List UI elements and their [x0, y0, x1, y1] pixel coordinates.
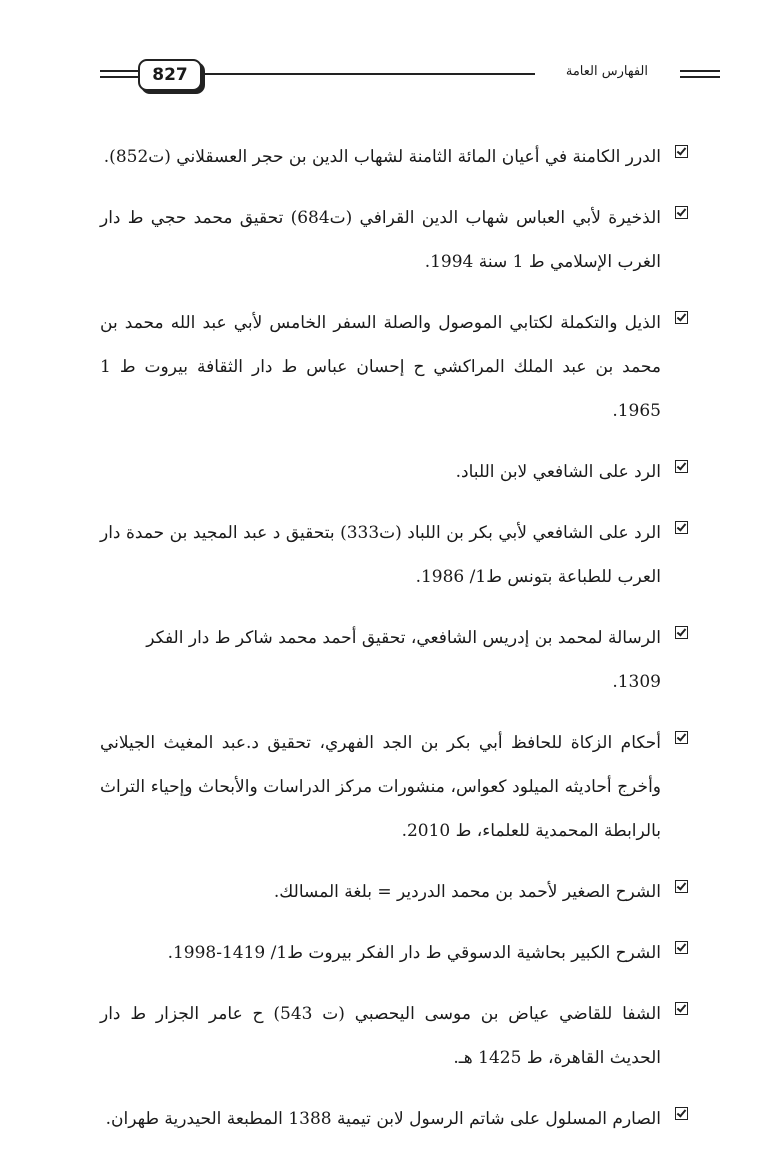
page-header [0, 52, 761, 102]
page-number: 827 [138, 59, 202, 91]
checkbox-icon [675, 626, 688, 639]
list-item [100, 992, 700, 1080]
list-item [100, 511, 700, 599]
list-item [100, 616, 700, 704]
checkbox-icon [675, 521, 688, 534]
header-rule-left-lower [100, 76, 140, 78]
entry-text: الشرح الكبير بحاشية الدسوقي ط دار الفكر بيروت ط1/ 1419-1998. [167, 943, 661, 963]
header-rule-left [100, 70, 140, 72]
header-rule-middle [200, 73, 535, 75]
entry-text: الرسالة لمحمد بن إدريس الشافعي، تحقيق أحمد محمد شاكر ط دار الفكر 1309. [146, 628, 661, 692]
checkbox-icon [675, 145, 688, 158]
header-rule-right [680, 70, 720, 72]
entry-text: الرد على الشافعي لأبي بكر بن اللباد (ت333) بتحقيق د عبد المجيد بن حمدة دار العرب للطباعة بتونس ط1/ 1986. [100, 523, 661, 587]
checkbox-icon [675, 460, 688, 473]
entry-text: الذيل والتكملة لكتابي الموصول والصلة السفر الخامس لأبي عبد الله محمد بن محمد بن عبد الملك المراكشي ح إحسان عباس ط دار الثقافة بيروت ط 1 1965. [100, 313, 661, 421]
list-item [100, 135, 700, 179]
list-item [100, 450, 700, 494]
checkbox-icon [675, 1107, 688, 1120]
entry-text: الذخيرة لأبي العباس شهاب الدين القرافي (ت684) تحقيق محمد حجي ط دار الغرب الإسلامي ط 1 سنة 1994. [100, 208, 661, 272]
checkbox-icon [675, 311, 688, 324]
list-item [100, 1097, 700, 1141]
bibliography-list [100, 135, 700, 1158]
entry-text: الرد على الشافعي لابن اللباد. [455, 462, 661, 482]
list-item [100, 931, 700, 975]
checkbox-icon [675, 1002, 688, 1015]
entry-text: الصارم المسلول على شاتم الرسول لابن تيمية 1388 المطبعة الحيدرية طهران. [105, 1109, 661, 1129]
list-item [100, 721, 700, 853]
checkbox-icon [675, 731, 688, 744]
list-item [100, 196, 700, 284]
checkbox-icon [675, 206, 688, 219]
entry-text: الدرر الكامنة في أعيان المائة الثامنة لشهاب الدين بن حجر العسقلاني (ت852). [103, 147, 661, 167]
entry-text: الشرح الصغير لأحمد بن محمد الدردير = بلغة المسالك. [273, 882, 661, 902]
header-rule-right-lower [680, 76, 720, 78]
entry-text: الشفا للقاضي عياض بن موسى اليحصبي (ت 543) ح عامر الجزار ط دار الحديث القاهرة، ط 1425 هـ. [100, 1004, 661, 1068]
checkbox-icon [675, 941, 688, 954]
list-item [100, 870, 700, 914]
list-item [100, 301, 700, 433]
checkbox-icon [675, 880, 688, 893]
header-title: الفهارس العامة [565, 64, 648, 79]
entry-text: أحكام الزكاة للحافظ أبي بكر بن الجد الفهري، تحقيق د.عبد المغيث الجيلاني وأخرج أحاديثه الميلود كعواس، منشورات مركز الدراسات والأبحاث وإحياء التراث بالرابطة المحمدية للعلماء، ط 2010. [100, 733, 661, 841]
